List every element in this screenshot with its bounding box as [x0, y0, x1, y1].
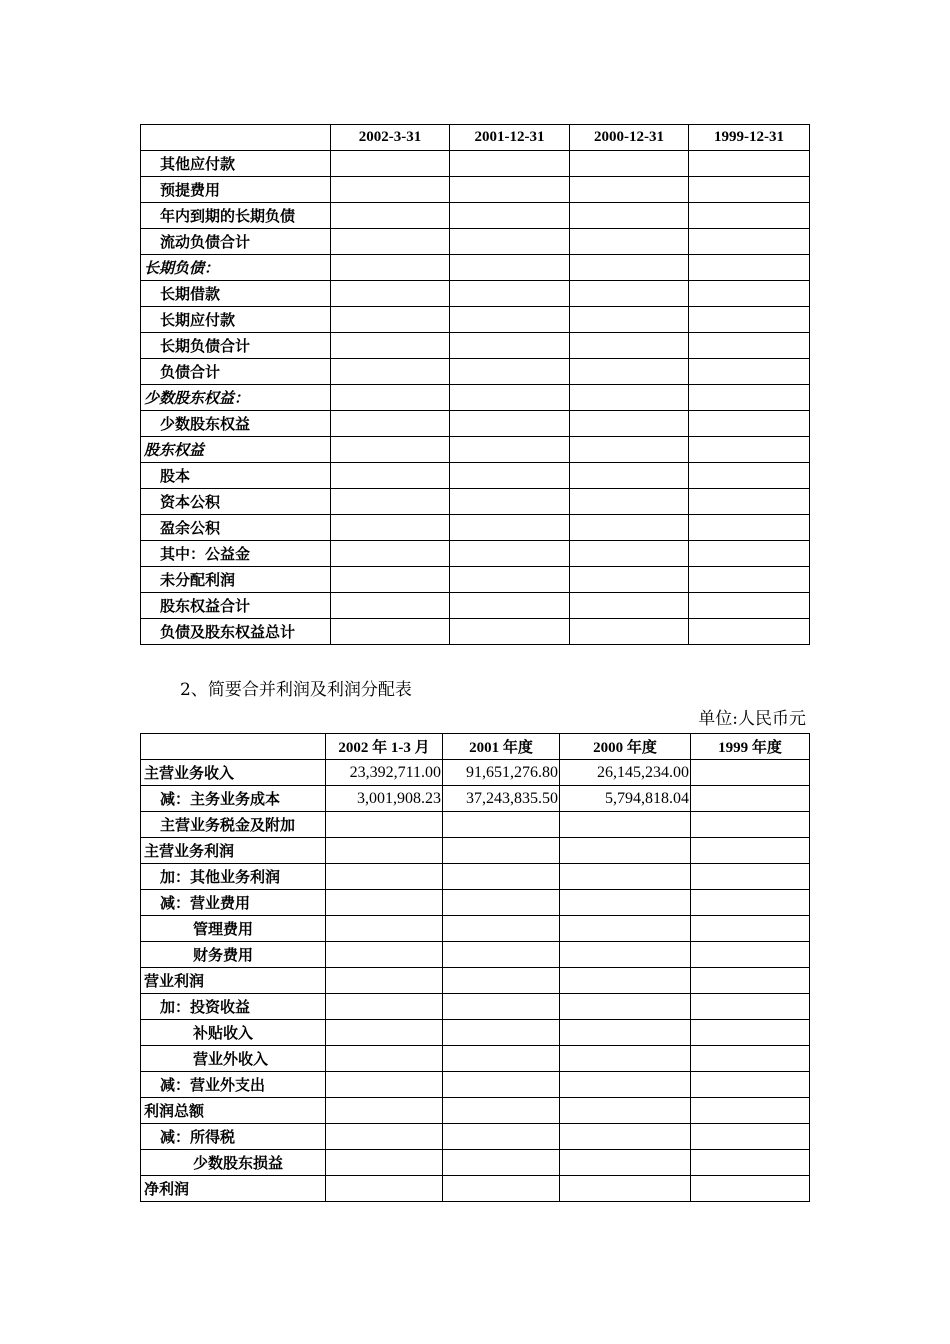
- row-label: 年内到期的长期负债: [141, 203, 331, 229]
- row-label: 补贴收入: [141, 1020, 326, 1046]
- row-label: 股本: [141, 463, 331, 489]
- row-label: 负债及股东权益总计: [141, 619, 331, 645]
- value-cell: [691, 1072, 810, 1098]
- value-cell: [689, 567, 810, 593]
- value-cell: [691, 890, 810, 916]
- value-cell: [450, 307, 570, 333]
- row-label: 资本公积: [141, 489, 331, 515]
- value-cell: [331, 437, 450, 463]
- value-cell: [443, 1124, 560, 1150]
- table-row: [141, 1046, 810, 1072]
- value-cell: [689, 593, 810, 619]
- table-row: [141, 411, 810, 437]
- header-cell: [141, 125, 331, 151]
- value-cell: [689, 151, 810, 177]
- value-cell: [450, 619, 570, 645]
- value-cell: [570, 541, 689, 567]
- value-cell: [326, 890, 443, 916]
- value-cell: [443, 994, 560, 1020]
- value-cell: [450, 229, 570, 255]
- value-cell: [689, 437, 810, 463]
- row-label: 流动负债合计: [141, 229, 331, 255]
- value-cell: [443, 812, 560, 838]
- table-row: [141, 567, 810, 593]
- value-cell: [570, 151, 689, 177]
- value-cell: [689, 385, 810, 411]
- value-cell: [570, 619, 689, 645]
- value-cell: [450, 437, 570, 463]
- row-label: 财务费用: [141, 942, 326, 968]
- value-cell: [570, 307, 689, 333]
- value-cell: [443, 838, 560, 864]
- value-cell: [691, 968, 810, 994]
- value-cell: 91,651,276.80: [443, 760, 560, 786]
- value-cell: [691, 1176, 810, 1202]
- value-cell: [560, 890, 691, 916]
- value-cell: [443, 890, 560, 916]
- value-cell: [331, 177, 450, 203]
- header-cell: 2000-12-31: [570, 125, 689, 151]
- table-row: [141, 385, 810, 411]
- value-cell: [560, 838, 691, 864]
- value-cell: [691, 1150, 810, 1176]
- value-cell: [450, 151, 570, 177]
- row-label: 股东权益: [141, 437, 331, 463]
- row-label: 主营业务利润: [141, 838, 326, 864]
- value-cell: [450, 359, 570, 385]
- table-row: [141, 1020, 810, 1046]
- value-cell: [560, 1098, 691, 1124]
- value-cell: [570, 567, 689, 593]
- table-row: [141, 968, 810, 994]
- row-label: 未分配利润: [141, 567, 331, 593]
- value-cell: [691, 942, 810, 968]
- value-cell: 3,001,908.23: [326, 786, 443, 812]
- table-row: [141, 437, 810, 463]
- value-cell: [331, 255, 450, 281]
- value-cell: 5,794,818.04: [560, 786, 691, 812]
- value-cell: [691, 786, 810, 812]
- value-cell: [326, 916, 443, 942]
- value-cell: [443, 1098, 560, 1124]
- value-cell: [443, 1020, 560, 1046]
- value-cell: [691, 1124, 810, 1150]
- value-cell: [689, 229, 810, 255]
- value-cell: [450, 333, 570, 359]
- value-cell: [689, 255, 810, 281]
- value-cell: [331, 333, 450, 359]
- value-cell: [443, 1072, 560, 1098]
- header-cell: 2001-12-31: [450, 125, 570, 151]
- value-cell: [570, 229, 689, 255]
- row-label: 管理费用: [141, 916, 326, 942]
- value-cell: [450, 593, 570, 619]
- table-row: [141, 812, 810, 838]
- value-cell: [560, 1176, 691, 1202]
- table-row: [141, 1098, 810, 1124]
- value-cell: [560, 1124, 691, 1150]
- row-label: 减：营业费用: [141, 890, 326, 916]
- value-cell: 26,145,234.00: [560, 760, 691, 786]
- table-row: [141, 281, 810, 307]
- value-cell: [570, 359, 689, 385]
- value-cell: [560, 864, 691, 890]
- row-label: 长期负债：: [141, 255, 331, 281]
- value-cell: [450, 411, 570, 437]
- table-row: [141, 255, 810, 281]
- table-row: [141, 1072, 810, 1098]
- unit-label: 单位:人民币元: [698, 709, 806, 729]
- value-cell: [331, 411, 450, 437]
- value-cell: [689, 177, 810, 203]
- value-cell: [326, 1098, 443, 1124]
- row-label: 主营业务收入: [141, 760, 326, 786]
- value-cell: [560, 1046, 691, 1072]
- value-cell: [331, 463, 450, 489]
- income-statement-header-row: [141, 734, 810, 760]
- value-cell: [450, 567, 570, 593]
- row-label: 减：营业外支出: [141, 1072, 326, 1098]
- value-cell: [689, 359, 810, 385]
- table-row: [141, 541, 810, 567]
- value-cell: [443, 1150, 560, 1176]
- header-cell: 1999 年度: [691, 734, 810, 760]
- value-cell: [443, 968, 560, 994]
- table-row: [141, 916, 810, 942]
- value-cell: [326, 812, 443, 838]
- value-cell: [691, 994, 810, 1020]
- row-label: 营业利润: [141, 968, 326, 994]
- row-label: 加：投资收益: [141, 994, 326, 1020]
- value-cell: [689, 203, 810, 229]
- value-cell: [570, 437, 689, 463]
- value-cell: [570, 385, 689, 411]
- value-cell: [560, 916, 691, 942]
- table-row: [141, 619, 810, 645]
- value-cell: [570, 411, 689, 437]
- value-cell: [331, 359, 450, 385]
- row-label: 长期借款: [141, 281, 331, 307]
- value-cell: [326, 968, 443, 994]
- row-label: 净利润: [141, 1176, 326, 1202]
- row-label: 股东权益合计: [141, 593, 331, 619]
- value-cell: [331, 307, 450, 333]
- value-cell: [450, 541, 570, 567]
- value-cell: [689, 541, 810, 567]
- value-cell: [326, 1046, 443, 1072]
- row-label: 长期应付款: [141, 307, 331, 333]
- value-cell: [443, 916, 560, 942]
- value-cell: [443, 1176, 560, 1202]
- value-cell: [570, 203, 689, 229]
- income-statement-table: [140, 733, 810, 1202]
- value-cell: [570, 593, 689, 619]
- table-row: [141, 177, 810, 203]
- value-cell: [326, 1020, 443, 1046]
- row-label: 利润总额: [141, 1098, 326, 1124]
- value-cell: [450, 203, 570, 229]
- value-cell: [691, 838, 810, 864]
- table-row: [141, 593, 810, 619]
- value-cell: [689, 619, 810, 645]
- row-label: 其中：公益金: [141, 541, 331, 567]
- value-cell: [331, 229, 450, 255]
- header-cell: [141, 734, 326, 760]
- row-label: 盈余公积: [141, 515, 331, 541]
- value-cell: [326, 838, 443, 864]
- table-row: [141, 838, 810, 864]
- row-label: 营业外收入: [141, 1046, 326, 1072]
- value-cell: [691, 864, 810, 890]
- header-cell: 2001 年度: [443, 734, 560, 760]
- value-cell: [331, 385, 450, 411]
- value-cell: [326, 864, 443, 890]
- value-cell: [331, 593, 450, 619]
- table-row: [141, 760, 810, 786]
- balance-sheet-header-row: [141, 125, 810, 151]
- table-row: [141, 203, 810, 229]
- value-cell: [331, 515, 450, 541]
- value-cell: [331, 151, 450, 177]
- value-cell: [570, 333, 689, 359]
- value-cell: [326, 1176, 443, 1202]
- table-row: [141, 1176, 810, 1202]
- value-cell: [560, 1020, 691, 1046]
- value-cell: [450, 515, 570, 541]
- value-cell: [331, 567, 450, 593]
- value-cell: [560, 812, 691, 838]
- table-row: [141, 786, 810, 812]
- value-cell: [450, 281, 570, 307]
- section-title: 2、简要合并利润及利润分配表: [180, 680, 412, 700]
- row-label: 长期负债合计: [141, 333, 331, 359]
- table-row: [141, 333, 810, 359]
- value-cell: [326, 1072, 443, 1098]
- row-label: 少数股东权益：: [141, 385, 331, 411]
- header-cell: 2000 年度: [560, 734, 691, 760]
- value-cell: [331, 619, 450, 645]
- table-row: [141, 1124, 810, 1150]
- balance-sheet-table: [140, 124, 810, 645]
- value-cell: [326, 1124, 443, 1150]
- row-label: 预提费用: [141, 177, 331, 203]
- value-cell: [689, 411, 810, 437]
- table-row: [141, 942, 810, 968]
- value-cell: [689, 333, 810, 359]
- row-label: 减：所得税: [141, 1124, 326, 1150]
- table-row: [141, 229, 810, 255]
- table-row: [141, 515, 810, 541]
- value-cell: [689, 489, 810, 515]
- header-cell: 2002 年 1-3 月: [326, 734, 443, 760]
- value-cell: [450, 489, 570, 515]
- table-row: [141, 864, 810, 890]
- table-row: [141, 359, 810, 385]
- table-row: [141, 463, 810, 489]
- value-cell: [691, 1046, 810, 1072]
- row-label: 负债合计: [141, 359, 331, 385]
- value-cell: [691, 760, 810, 786]
- row-label: 主营业务税金及附加: [141, 812, 326, 838]
- value-cell: [570, 281, 689, 307]
- table-row: [141, 890, 810, 916]
- value-cell: [450, 255, 570, 281]
- value-cell: [331, 489, 450, 515]
- value-cell: [560, 1072, 691, 1098]
- row-label: 其他应付款: [141, 151, 331, 177]
- value-cell: [326, 942, 443, 968]
- value-cell: [443, 942, 560, 968]
- value-cell: [326, 994, 443, 1020]
- value-cell: [326, 1150, 443, 1176]
- value-cell: [570, 177, 689, 203]
- value-cell: [691, 812, 810, 838]
- table-row: [141, 994, 810, 1020]
- row-label: 减：主务业务成本: [141, 786, 326, 812]
- value-cell: [443, 1046, 560, 1072]
- row-label: 加：其他业务利润: [141, 864, 326, 890]
- value-cell: [691, 916, 810, 942]
- value-cell: [450, 463, 570, 489]
- value-cell: [691, 1020, 810, 1046]
- table-row: [141, 151, 810, 177]
- value-cell: [691, 1098, 810, 1124]
- value-cell: [450, 177, 570, 203]
- value-cell: [689, 281, 810, 307]
- value-cell: 23,392,711.00: [326, 760, 443, 786]
- value-cell: [689, 515, 810, 541]
- table-row: [141, 1150, 810, 1176]
- value-cell: [450, 385, 570, 411]
- table-row: [141, 307, 810, 333]
- value-cell: [570, 463, 689, 489]
- value-cell: [443, 864, 560, 890]
- value-cell: [689, 307, 810, 333]
- row-label: 少数股东损益: [141, 1150, 326, 1176]
- value-cell: [331, 203, 450, 229]
- value-cell: [560, 942, 691, 968]
- value-cell: [560, 994, 691, 1020]
- value-cell: [689, 463, 810, 489]
- value-cell: [331, 281, 450, 307]
- value-cell: 37,243,835.50: [443, 786, 560, 812]
- row-label: 少数股东权益: [141, 411, 331, 437]
- value-cell: [331, 541, 450, 567]
- header-cell: 1999-12-31: [689, 125, 810, 151]
- value-cell: [560, 1150, 691, 1176]
- header-cell: 2002-3-31: [331, 125, 450, 151]
- table-row: [141, 489, 810, 515]
- value-cell: [570, 489, 689, 515]
- value-cell: [570, 255, 689, 281]
- value-cell: [560, 968, 691, 994]
- value-cell: [570, 515, 689, 541]
